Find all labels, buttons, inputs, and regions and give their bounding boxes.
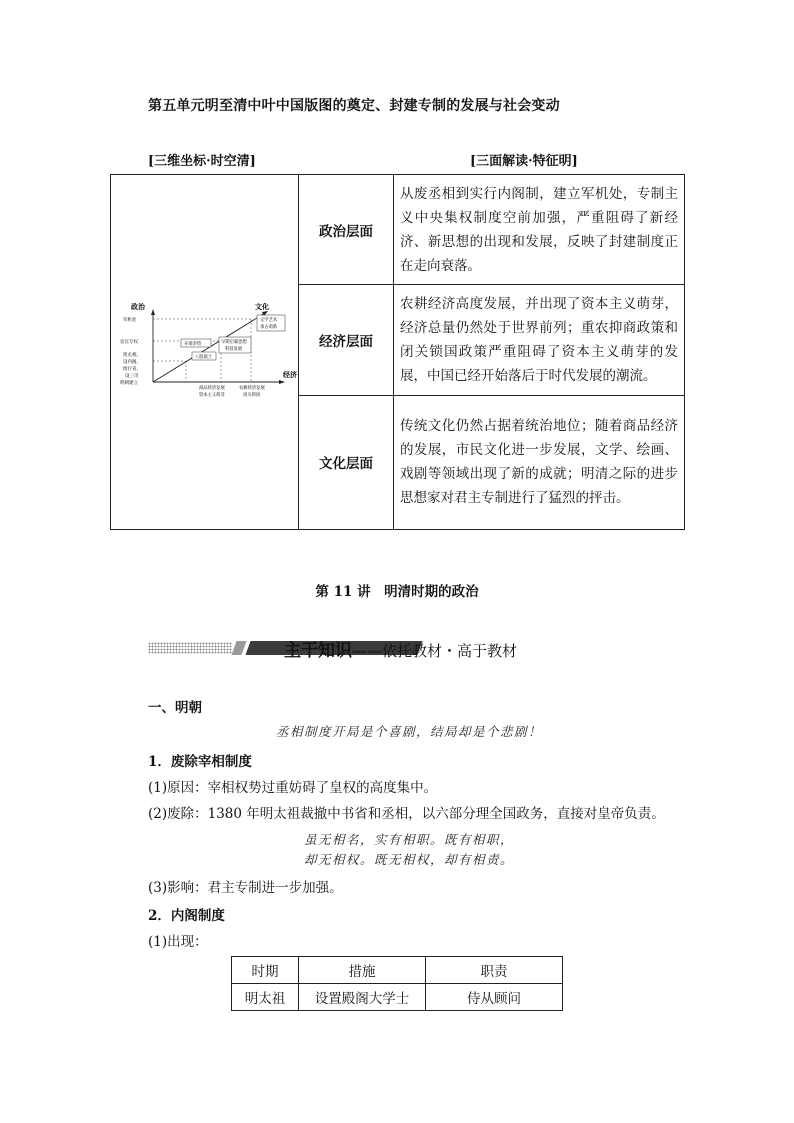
handwritten-note: 却无相权。既无相权，却有相责。 [304, 852, 515, 867]
timeline-diagram [111, 175, 298, 529]
table-cell: 明太祖 [232, 984, 299, 1011]
y-level: 设内阁、 [123, 360, 141, 365]
box-text: 承古萌新 [260, 325, 278, 330]
y-axis-arrow [151, 309, 155, 315]
summary-table [110, 174, 685, 530]
x-caption: 商品经济发展 [199, 386, 225, 391]
box-text: 早期启蒙思想 [221, 340, 247, 345]
axis-label-politics: 政治 [131, 302, 145, 311]
lecture-title: 第 11 讲 明清时期的政治 [315, 584, 479, 600]
banner-grey-stripe [231, 641, 246, 655]
y-level: 宦官专权 [120, 340, 138, 345]
banner-sub: ——依托教材・高于教材 [352, 642, 518, 660]
table-header-cell: 职责 [426, 957, 563, 984]
box-text: 文学艺术 [260, 318, 278, 323]
item-heading: 1．废除宰相制度 [148, 754, 252, 770]
y-level: 废丞相、 [123, 353, 141, 358]
aspect-culture: 文化层面 [299, 395, 394, 529]
axis-label-culture: 文化 [255, 302, 269, 311]
banner-main: 主干知识 [284, 641, 352, 661]
table-header-row [232, 957, 563, 984]
section-banner [148, 636, 646, 660]
box-text: 八股取士 [195, 355, 213, 360]
cause-line: (1)原因：宰相权势过重妨碍了皇权的高度集中。 [148, 780, 438, 796]
abolish-line: (2)废除：1380 年明太祖裁撤中书省和丞相，以六部分理全国政务，直接对皇帝负责。 [148, 806, 665, 822]
table-header-cell: 措施 [299, 957, 426, 984]
y-level: 设三司 [125, 374, 139, 379]
x-caption: 农耕经济发展 [239, 386, 265, 391]
section-heading: 一、明朝 [148, 700, 202, 716]
cabinet-table [231, 956, 563, 1011]
item-heading: 2．内阁制度 [148, 908, 225, 924]
table-row [232, 984, 563, 1011]
timeline-diagram-cell [111, 175, 299, 530]
right-header: [三面解读·特征明] [470, 154, 578, 169]
x-caption: 闭关锁国 [243, 393, 261, 398]
axis-label-economy: 经济 [283, 370, 297, 379]
y-level: 军机处 [123, 318, 137, 323]
unit-title: 第五单元明至清中叶中国版图的奠定、封建专制的发展与社会变动 [148, 98, 560, 114]
x-caption: 资本主义萌芽 [199, 393, 225, 398]
aspect-economy: 经济层面 [299, 285, 394, 395]
table-cell: 侍从顾问 [426, 984, 563, 1011]
effect-line: (3)影响：君主专制进一步加强。 [148, 880, 343, 896]
appear-line: (1)出现： [148, 934, 208, 950]
table-row [111, 175, 685, 285]
table-cell: 设置殿阁大学士 [299, 984, 426, 1011]
box-text: 开端李贽 [184, 342, 202, 347]
box-text: 科技发展 [225, 347, 243, 352]
y-level: 废行省、 [123, 367, 141, 372]
desc-economy: 农耕经济高度发展，并出现了资本主义萌芽，经济总量仍然处于世界前列；重农抑商政策和闭关锁国政策严重阻碍了资本主义萌芽的发展，中国已经开始落后于时代发展的潮流。 [394, 285, 685, 395]
table-header-cell: 时期 [232, 957, 299, 984]
banner-dot-pattern [148, 642, 232, 654]
handwritten-note: 虽无相名，实有相职。既有相职， [304, 832, 515, 847]
banner-text [284, 636, 517, 661]
x-axis-arrow [279, 380, 285, 384]
aspect-politics: 政治层面 [299, 175, 394, 285]
desc-politics: 从废丞相到实行内阁制，建立军机处，专制主义中央集权制度空前加强，严重阻碍了新经济、新思想的出现和发展，反映了封建制度正在走向衰落。 [394, 175, 685, 285]
left-header: [三维坐标·时空清] [148, 154, 256, 169]
desc-culture: 传统文化仍然占据着统治地位；随着商品经济的发展，市民文化进一步发展，文学、绘画、戏剧等领域出现了新的成就；明清之际的进步思想家对君主专制进行了猛烈的抨击。 [394, 395, 685, 529]
handwritten-note: 丞相制度开局是个喜剧，结局却是个悲剧！ [276, 724, 543, 739]
y-level: 明朝建立 [120, 381, 138, 386]
